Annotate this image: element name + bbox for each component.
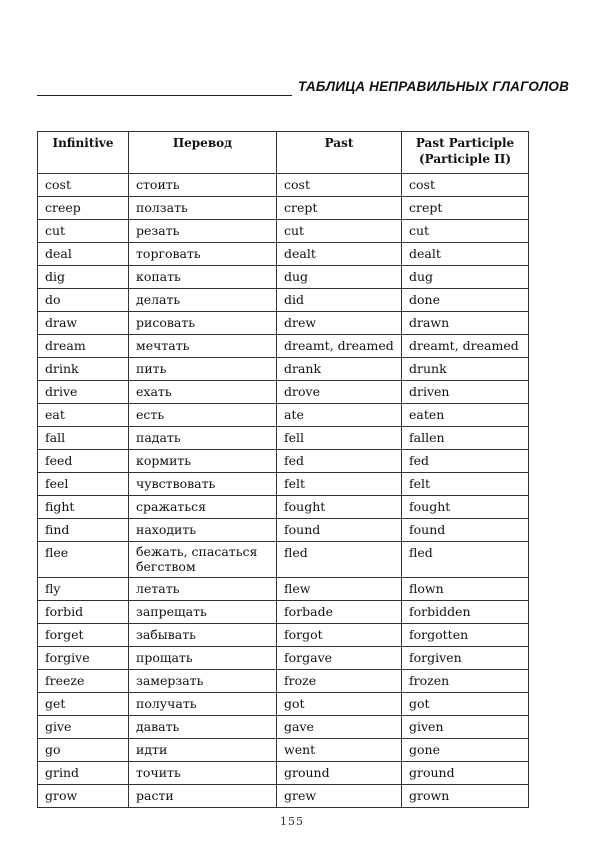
table-row	[38, 404, 529, 427]
past-participle-cell: driven	[402, 381, 529, 404]
translation-cell: рисовать	[129, 312, 277, 335]
past-cell: dug	[277, 266, 402, 289]
translation-cell: торговать	[129, 243, 277, 266]
translation-cell: запрещать	[129, 601, 277, 624]
translation-cell: находить	[129, 519, 277, 542]
infinitive-cell: grow	[38, 785, 129, 808]
table-row	[38, 473, 529, 496]
table-row	[38, 243, 529, 266]
column-header-infinitive: Infinitive	[38, 132, 129, 174]
infinitive-cell: forbid	[38, 601, 129, 624]
infinitive-cell: deal	[38, 243, 129, 266]
past-participle-cell: fed	[402, 450, 529, 473]
past-participle-cell: found	[402, 519, 529, 542]
table-body	[38, 174, 529, 808]
past-participle-cell: crept	[402, 197, 529, 220]
translation-cell: падать	[129, 427, 277, 450]
infinitive-cell: flee	[38, 542, 129, 578]
infinitive-cell: feel	[38, 473, 129, 496]
past-participle-cell: felt	[402, 473, 529, 496]
table-header-row	[38, 132, 529, 174]
table-row	[38, 381, 529, 404]
table-row	[38, 542, 529, 578]
table-row	[38, 174, 529, 197]
past-cell: forgot	[277, 624, 402, 647]
header-rule	[37, 95, 292, 96]
past-participle-cell: fled	[402, 542, 529, 578]
translation-cell: давать	[129, 716, 277, 739]
infinitive-cell: dig	[38, 266, 129, 289]
past-cell: cost	[277, 174, 402, 197]
past-participle-cell: done	[402, 289, 529, 312]
translation-cell: идти	[129, 739, 277, 762]
translation-cell: есть	[129, 404, 277, 427]
translation-cell: резать	[129, 220, 277, 243]
past-cell: fed	[277, 450, 402, 473]
past-participle-cell: given	[402, 716, 529, 739]
table-row	[38, 670, 529, 693]
infinitive-cell: forget	[38, 624, 129, 647]
column-header-past-participle	[402, 132, 529, 174]
past-cell: fell	[277, 427, 402, 450]
infinitive-cell: feed	[38, 450, 129, 473]
infinitive-cell: drive	[38, 381, 129, 404]
past-participle-label: Past Participle	[415, 136, 515, 150]
past-cell: fought	[277, 496, 402, 519]
table-row	[38, 358, 529, 381]
infinitive-cell: drink	[38, 358, 129, 381]
translation-cell: копать	[129, 266, 277, 289]
past-participle-cell: dug	[402, 266, 529, 289]
translation-cell: точить	[129, 762, 277, 785]
past-cell: ate	[277, 404, 402, 427]
table-row	[38, 519, 529, 542]
past-participle-cell: cost	[402, 174, 529, 197]
past-participle-cell: drawn	[402, 312, 529, 335]
past-cell: went	[277, 739, 402, 762]
past-cell: gave	[277, 716, 402, 739]
page-number: 155	[280, 815, 304, 828]
table-row	[38, 578, 529, 601]
infinitive-cell: go	[38, 739, 129, 762]
translation-cell: кормить	[129, 450, 277, 473]
table-row	[38, 624, 529, 647]
translation-cell: летать	[129, 578, 277, 601]
past-cell: drew	[277, 312, 402, 335]
table-row	[38, 762, 529, 785]
translation-cell: замерзать	[129, 670, 277, 693]
table-row	[38, 716, 529, 739]
translation-cell: забывать	[129, 624, 277, 647]
infinitive-cell: fight	[38, 496, 129, 519]
past-cell: crept	[277, 197, 402, 220]
past-cell: flew	[277, 578, 402, 601]
translation-cell: бежать, спасаться бегством	[129, 542, 277, 578]
past-cell: did	[277, 289, 402, 312]
past-cell: forbade	[277, 601, 402, 624]
infinitive-cell: fly	[38, 578, 129, 601]
infinitive-cell: creep	[38, 197, 129, 220]
column-header-translation: Перевод	[129, 132, 277, 174]
past-participle-sublabel: (Participle II)	[418, 152, 512, 166]
infinitive-cell: find	[38, 519, 129, 542]
translation-cell: сражаться	[129, 496, 277, 519]
infinitive-cell: dream	[38, 335, 129, 358]
past-cell: forgave	[277, 647, 402, 670]
past-participle-cell: gone	[402, 739, 529, 762]
past-cell: felt	[277, 473, 402, 496]
table-row	[38, 450, 529, 473]
translation-cell: ехать	[129, 381, 277, 404]
table-row	[38, 335, 529, 358]
past-cell: drove	[277, 381, 402, 404]
infinitive-cell: eat	[38, 404, 129, 427]
table-row	[38, 496, 529, 519]
past-cell: fled	[277, 542, 402, 578]
page-title: ТАБЛИЦА НЕПРАВИЛЬНЫХ ГЛАГОЛОВ	[298, 79, 570, 94]
past-participle-cell: cut	[402, 220, 529, 243]
past-participle-cell: forgotten	[402, 624, 529, 647]
column-header-past: Past	[277, 132, 402, 174]
past-participle-cell: grown	[402, 785, 529, 808]
past-participle-cell: drunk	[402, 358, 529, 381]
table-row	[38, 785, 529, 808]
translation-cell: пить	[129, 358, 277, 381]
table-row	[38, 739, 529, 762]
past-cell: cut	[277, 220, 402, 243]
infinitive-cell: give	[38, 716, 129, 739]
infinitive-cell: fall	[38, 427, 129, 450]
past-cell: grew	[277, 785, 402, 808]
past-cell: found	[277, 519, 402, 542]
past-participle-cell: fallen	[402, 427, 529, 450]
table-row	[38, 197, 529, 220]
table-row	[38, 220, 529, 243]
past-participle-cell: frozen	[402, 670, 529, 693]
translation-cell: получать	[129, 693, 277, 716]
past-participle-cell: flown	[402, 578, 529, 601]
past-cell: got	[277, 693, 402, 716]
past-participle-cell: dreamt, dreamed	[402, 335, 529, 358]
past-cell: drank	[277, 358, 402, 381]
past-participle-cell: eaten	[402, 404, 529, 427]
infinitive-cell: grind	[38, 762, 129, 785]
translation-cell: мечтать	[129, 335, 277, 358]
past-participle-cell: forgiven	[402, 647, 529, 670]
infinitive-cell: do	[38, 289, 129, 312]
infinitive-cell: forgive	[38, 647, 129, 670]
translation-cell: стоить	[129, 174, 277, 197]
table-row	[38, 647, 529, 670]
past-cell: dreamt, dreamed	[277, 335, 402, 358]
table-row	[38, 601, 529, 624]
past-participle-cell: ground	[402, 762, 529, 785]
irregular-verbs-table	[37, 131, 529, 808]
past-cell: froze	[277, 670, 402, 693]
table-row	[38, 693, 529, 716]
infinitive-cell: cut	[38, 220, 129, 243]
translation-cell: чувствовать	[129, 473, 277, 496]
past-participle-cell: dealt	[402, 243, 529, 266]
table-row	[38, 427, 529, 450]
past-participle-cell: fought	[402, 496, 529, 519]
infinitive-cell: draw	[38, 312, 129, 335]
past-participle-cell: forbidden	[402, 601, 529, 624]
past-participle-cell: got	[402, 693, 529, 716]
translation-cell: ползать	[129, 197, 277, 220]
table-row	[38, 266, 529, 289]
translation-cell: прощать	[129, 647, 277, 670]
table-row	[38, 289, 529, 312]
past-cell: dealt	[277, 243, 402, 266]
table-row	[38, 312, 529, 335]
infinitive-cell: freeze	[38, 670, 129, 693]
infinitive-cell: get	[38, 693, 129, 716]
past-cell: ground	[277, 762, 402, 785]
translation-cell: расти	[129, 785, 277, 808]
infinitive-cell: cost	[38, 174, 129, 197]
translation-cell: делать	[129, 289, 277, 312]
